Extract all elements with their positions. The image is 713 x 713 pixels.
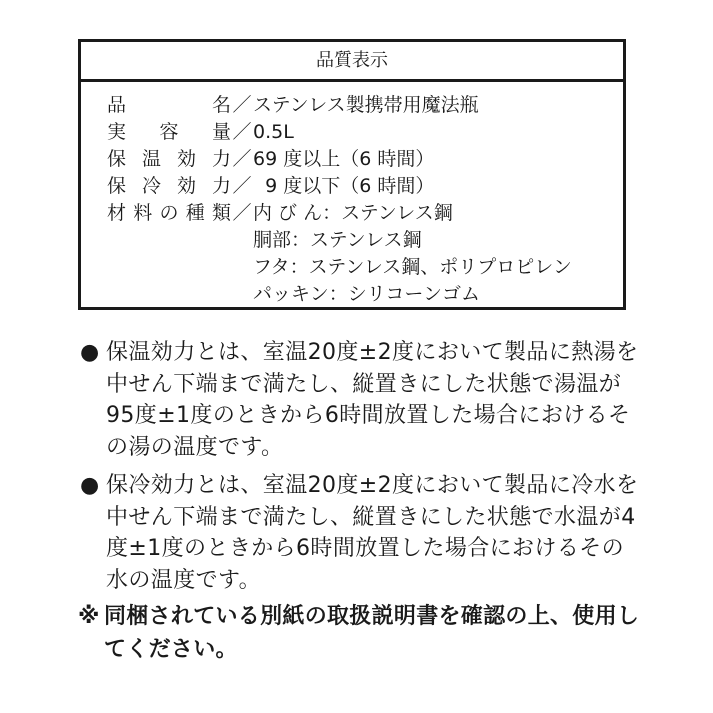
note-text: 保温効力とは、室温20度±2度において製品に熱湯を中せん下端まで満たし、縦置きにした状態で湯温が95度±1度のときから6時間放置した場合におけるその湯の温度です。 [106,340,639,460]
spec-label: 実容量 [107,121,231,143]
quality-table-title: 品質表示 [81,42,623,82]
spec-material-gasket: パッキン：シリコーンゴム [253,283,481,305]
note-text: 保冷効力とは、室温20度±2度において製品に冷水を中せん下端まで満たし、縦置きにした状態で水温が4度±1度のときから6時間放置した場合におけるその水の温度です。 [106,473,639,593]
spec-material-lid: フタ：ステンレス鋼、ポリプロピレン [253,256,572,278]
spec-row-capacity [107,119,572,146]
bullet-icon: ● [80,340,100,365]
spec-label: 材料の種類 [107,202,231,224]
reference-mark-icon: ※ [78,604,100,629]
spec-row-product-name [107,92,572,119]
spec-value: 内 び ん：ステンレス鋼 [253,202,453,224]
spec-value: ステンレス製携帯用魔法瓶 [253,94,479,116]
spec-row-materials [107,200,572,227]
spec-separator: ／ [232,148,252,170]
note-heat-retention [80,337,640,463]
spec-label: 保温効力 [107,148,231,170]
quality-label-table [78,39,626,310]
spec-value: 69 度以上（6 時間） [253,148,435,170]
footnote-text: 同梱されている別紙の取扱説明書を確認の上、使用してください。 [104,604,640,662]
spec-row-heat-retention [107,146,572,173]
spec-value: 9 度以下（6 時間） [253,175,435,197]
spec-separator: ／ [232,121,252,143]
spec-separator: ／ [232,175,252,197]
footnote-instructions [78,600,658,666]
spec-material-body: 胴部：ステンレス鋼 [253,229,422,251]
spec-separator: ／ [232,202,252,224]
spec-row-cold-retention [107,173,572,200]
spec-value: 0.5L [253,121,294,143]
spec-label: 保冷効力 [107,175,231,197]
spec-label: 品名 [107,94,231,116]
note-cold-retention [80,470,640,596]
spec-list [107,92,572,308]
spec-separator: ／ [232,94,252,116]
bullet-icon: ● [80,473,100,498]
